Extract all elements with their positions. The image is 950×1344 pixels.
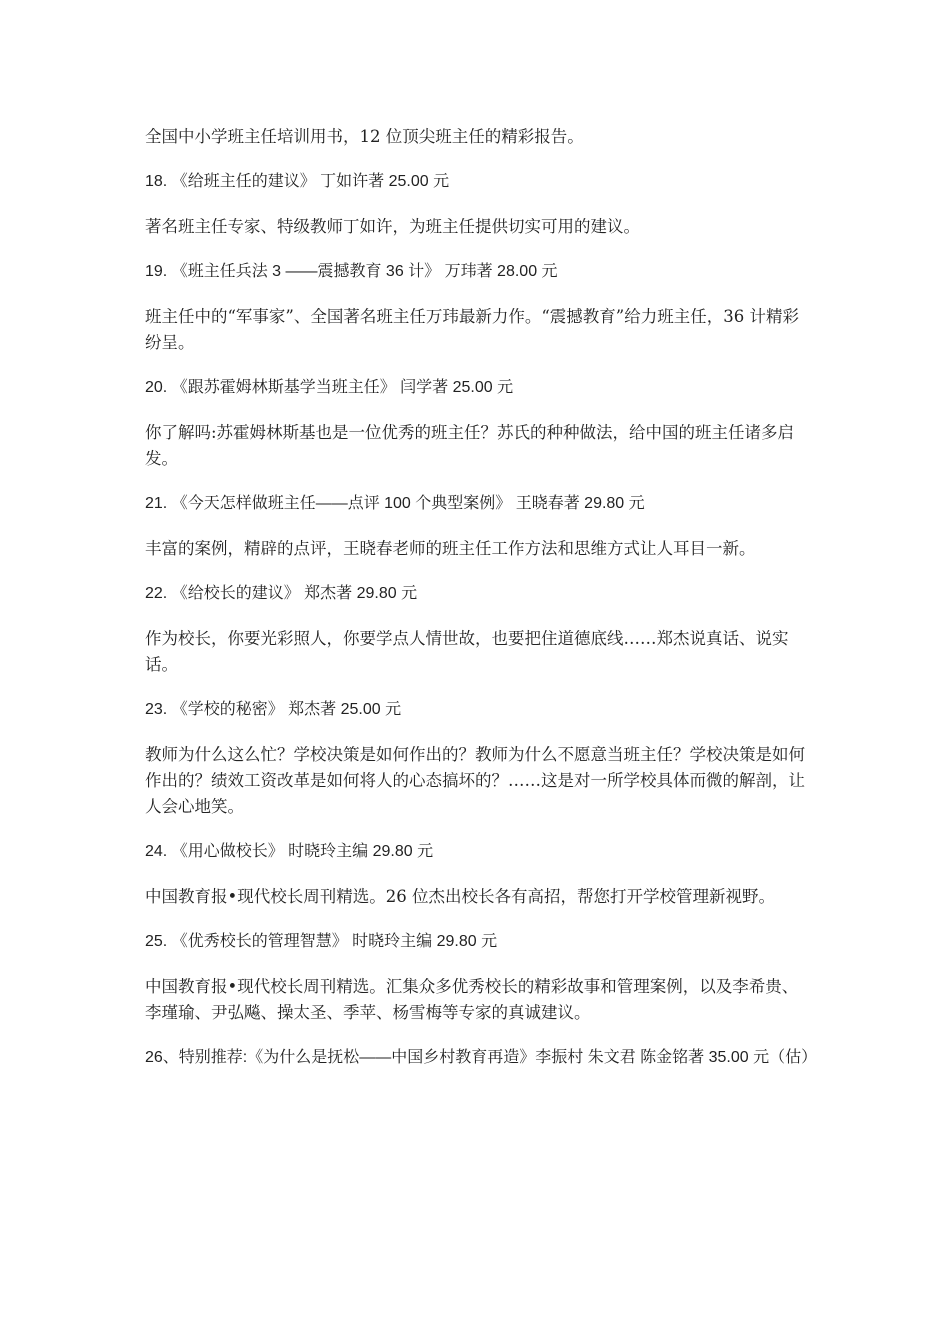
- book-entry-title: 25. 《优秀校长的管理智慧》 时晓玲主编 29.80 元: [145, 933, 498, 950]
- book-description: 你了解吗:苏霍姆林斯基也是一位优秀的班主任？苏氏的种种做法，给中国的班主任诸多启发。: [145, 423, 795, 468]
- book-description: 中国教育报•现代校长周刊精选。26 位杰出校长各有高招，帮您打开学校管理新视野。: [145, 887, 775, 906]
- book-entry-title: 18. 《给班主任的建议》 丁如许著 25.00 元: [145, 173, 450, 190]
- book-description: 作为校长，你要光彩照人，你要学点人情世故，也要把住道德底线……郑杰说真话、说实话。: [145, 629, 789, 674]
- book-entry-title: 20. 《跟苏霍姆林斯基学当班主任》 闫学著 25.00 元: [145, 379, 514, 396]
- book-entry-title: 23. 《学校的秘密》 郑杰著 25.00 元: [145, 701, 402, 718]
- book-entry-title: 21. 《今天怎样做班主任——点评 100 个典型案例》 王晓春著 29.80 元: [145, 495, 645, 512]
- book-entry-title: 22. 《给校长的建议》 郑杰著 29.80 元: [145, 585, 418, 602]
- book-description: 教师为什么这么忙？学校决策是如何作出的？教师为什么不愿意当班主任？学校决策是如何作出的？绩效工资改革是如何将人的心态搞坏的？……这是对一所学校具体而微的解剖，让人会心地笑。: [145, 745, 805, 816]
- book-description: 丰富的案例，精辟的点评，王晓春老师的班主任工作方法和思维方式让人耳目一新。: [145, 539, 756, 558]
- book-description: 中国教育报•现代校长周刊精选。汇集众多优秀校长的精彩故事和管理案例，以及李希贵、李瑾瑜、尹弘飚、操太圣、季苹、杨雪梅等专家的真诚建议。: [145, 977, 799, 1022]
- book-entry-title: 19. 《班主任兵法 3 ——震撼教育 36 计》 万玮著 28.00 元: [145, 263, 558, 280]
- book-description: 著名班主任专家、特级教师丁如许，为班主任提供切实可用的建议。: [145, 217, 640, 236]
- special-recommendation-title: 26、特别推荐:《为什么是抚松——中国乡村教育再造》李振村 朱文君 陈金铭著 35.00 元（估）: [145, 1049, 818, 1066]
- document-page: [145, 124, 818, 1090]
- book-description: 班主任中的“军事家”、全国著名班主任万玮最新力作。“震撼教育”给力班主任，36 计精彩纷呈。: [145, 307, 799, 352]
- book-description: 全国中小学班主任培训用书，12 位顶尖班主任的精彩报告。: [145, 127, 584, 146]
- book-entry-title: 24. 《用心做校长》 时晓玲主编 29.80 元: [145, 843, 434, 860]
